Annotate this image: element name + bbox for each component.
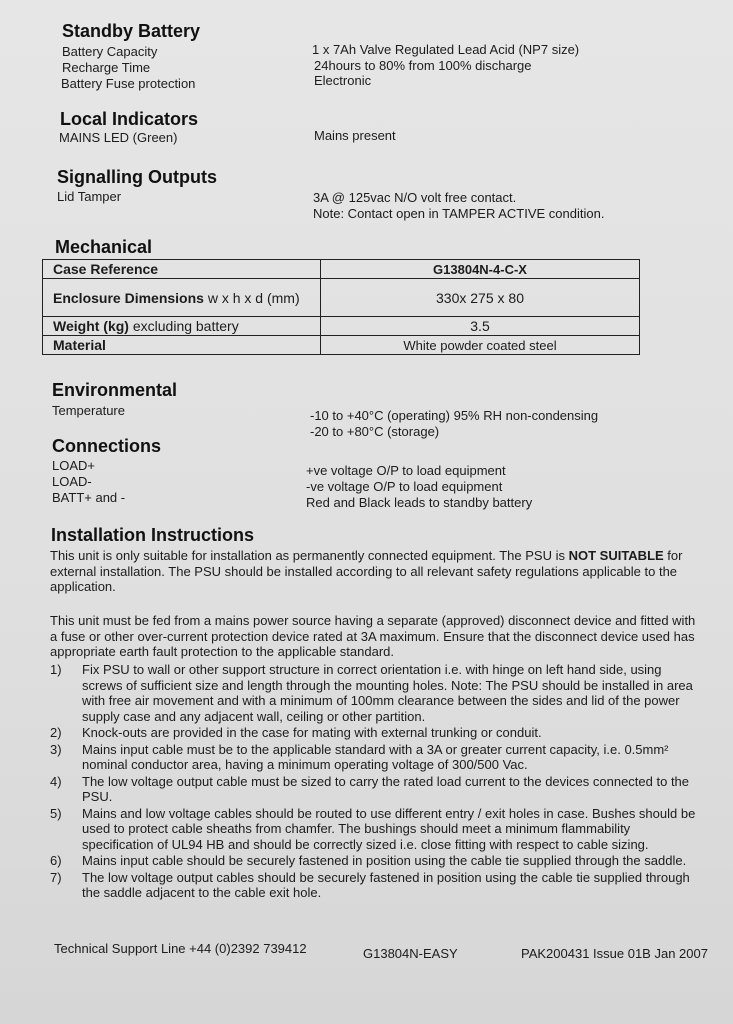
list-item: 7) The low voltage output cables should be securely fastened in position using the cable tie supplied through the saddle adjacent to the cable exit hole. [50, 869, 690, 900]
local-indicators-heading: Local Indicators [60, 109, 199, 129]
list-item: 6) Mains input cable should be securely fastened in position using the cable tie supplied through the saddle. [50, 853, 687, 868]
lid-tamper-label: Lid Tamper [57, 189, 122, 204]
support-line: Technical Support Line +44 (0)2392 739412 [54, 941, 307, 956]
recharge-time-value: 24hours to 80% from 100% discharge [314, 58, 532, 73]
table-value-cell: 3.5 [321, 317, 640, 336]
mains-led-label: MAINS LED (Green) [59, 130, 178, 145]
mechanical-heading: Mechanical [55, 237, 153, 257]
load-plus-value: +ve voltage O/P to load equipment [306, 463, 506, 478]
batt-value: Red and Black leads to standby battery [306, 495, 533, 510]
mains-led-value: Mains present [314, 128, 396, 143]
table-key-cell: Case Reference [43, 260, 321, 279]
table-value-cell: White powder coated steel [321, 336, 640, 355]
table-key-cell: Material [43, 336, 321, 355]
installation-intro: This unit is only suitable for installation as permanently connected equipment. The PSU is NOT SUITABLE for external installation. The PSU should be installed according to all relevant safety regulations applicable to the application. [50, 548, 683, 594]
batt-label: BATT+ and - [52, 490, 126, 505]
table-key-cell: Weight (kg) excluding battery [43, 317, 321, 336]
installation-steps [50, 662, 700, 901]
list-item: 2) Knock-outs are provided in the case for mating with external trunking or conduit. [50, 725, 542, 740]
lid-tamper-value-1: 3A @ 125vac N/O volt free contact. [313, 190, 517, 205]
table-key-cell: Enclosure Dimensions w x h x d (mm) [43, 279, 321, 317]
temperature-value-1: -10 to +40°C (operating) 95% RH non-condensing [310, 408, 599, 423]
load-plus-label: LOAD+ [52, 458, 95, 473]
connections-heading: Connections [52, 436, 162, 456]
table-row [43, 260, 640, 279]
battery-fuse-label: Battery Fuse protection [61, 76, 196, 91]
battery-fuse-value: Electronic [314, 73, 372, 88]
mechanical-table [42, 259, 640, 355]
list-item: 5) Mains and low voltage cables should be routed to use different entry / exit holes in case. Bushes should be used to protect cable sheaths from chamfer. The bushings should meet a minimum flammability specification of UL94 HB and should be correctly sized i.e. close fitting with respect to cable sizing. [50, 805, 696, 852]
table-row [43, 279, 640, 317]
table-value-cell: 330x 275 x 80 [321, 279, 640, 317]
environmental-heading: Environmental [52, 380, 178, 400]
model-number: G13804N-EASY [363, 946, 458, 961]
recharge-time-label: Recharge Time [62, 60, 151, 75]
battery-capacity-value: 1 x 7Ah Valve Regulated Lead Acid (NP7 size) [312, 42, 580, 57]
installation-heading: Installation Instructions [51, 525, 255, 545]
issue-reference: PAK200431 Issue 01B Jan 2007 [521, 946, 708, 961]
load-minus-label: LOAD- [52, 474, 92, 489]
table-row [43, 317, 640, 336]
load-minus-value: -ve voltage O/P to load equipment [306, 479, 503, 494]
table-row [43, 336, 640, 355]
table-value-cell: G13804N-4-C-X [321, 260, 640, 279]
signalling-outputs-heading: Signalling Outputs [57, 167, 217, 187]
list-item: 4) The low voltage output cable must be sized to carry the rated load current to the devices connected to the PSU. [50, 773, 690, 804]
temperature-label: Temperature [52, 403, 125, 418]
list-item: 3) Mains input cable must be to the applicable standard with a 3A or greater current capacity, i.e. 0.5mm² nominal conductor area, having a minimum operating voltage of 300/500 Vac. [50, 741, 669, 772]
installation-paragraph: This unit must be fed from a mains power source having a separate (approved) disconnect device and fitted with a fuse or other over-current protection device rated at 3A maximum. Ensure that the disconnect device used has appropriate earth fault protection to the applicable standard. [50, 613, 696, 659]
battery-capacity-label: Battery Capacity [62, 44, 158, 59]
standby-battery-heading: Standby Battery [62, 21, 201, 41]
temperature-value-2: -20 to +80°C (storage) [310, 424, 440, 439]
list-item: 1) Fix PSU to wall or other support structure in correct orientation i.e. with hinge on left hand side, using screws of sufficient size and length through the mounting holes. Note: The PSU should be installed in area with free air movement and with a minimum of 100mm clearance between the sides and lid of the power supply case and any adjacent wall, ceiling or other partition. [50, 662, 693, 724]
lid-tamper-value-2: Note: Contact open in TAMPER ACTIVE condition. [313, 206, 605, 221]
